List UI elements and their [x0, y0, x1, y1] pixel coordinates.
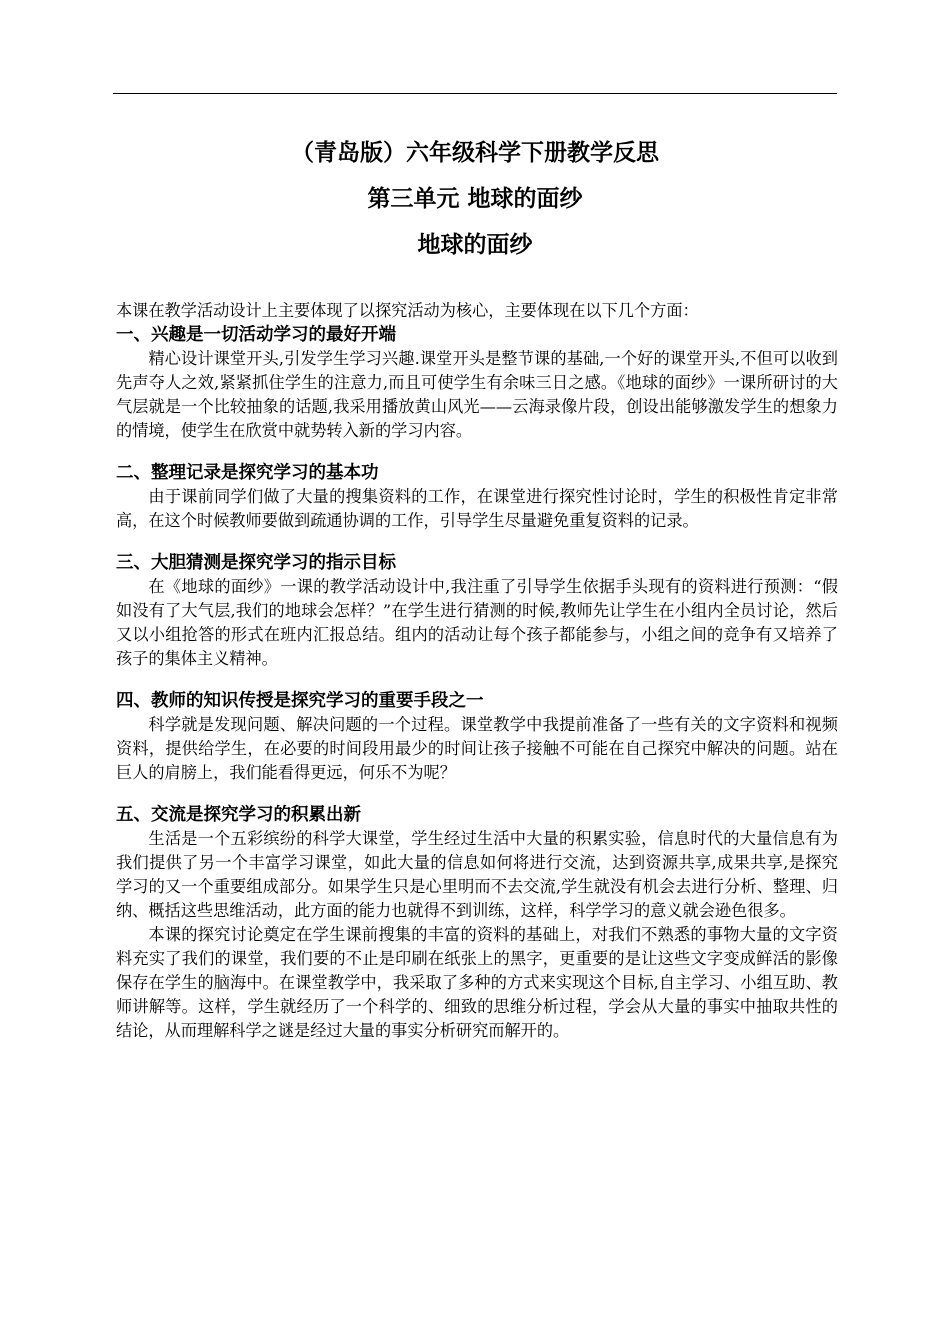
section-paragraph: 在《地球的面纱》一课的教学活动设计中,我注重了引导学生依据手头现有的资料进行预测：“假如没有了大气层,我们的地球会怎样？”在学生进行猜测的时候,教师先让学生在小组内全员讨论，然后又以小组抢答的形式在班内汇报总结。组内的活动让每个孩子都能参与，小组之间的竞争有又培养了孩子的集体主义精神。: [116, 577, 838, 668]
lesson-title: 地球的面纱: [417, 232, 533, 258]
section-heading: 三、大胆猜测是探究学习的指示目标: [116, 553, 396, 573]
section-heading: 一、兴趣是一切活动学习的最好开端: [116, 325, 396, 345]
section-2: [116, 461, 838, 533]
section-spacer: [116, 443, 838, 461]
section-5: [116, 803, 838, 1043]
section-spacer: [116, 671, 838, 689]
intro-paragraph: 本课在教学活动设计上主要体现了以探究活动为核心，主要体现在以下几个方面：: [116, 301, 699, 320]
section-heading: 五、交流是探究学习的积累出新: [116, 805, 361, 825]
title-block: [113, 130, 837, 268]
document-title: （青岛版）六年级科学下册教学反思: [291, 140, 659, 166]
section-1: [116, 323, 838, 443]
document-body: [116, 299, 838, 1043]
section-paragraph: 科学就是发现问题、解决问题的一个过程。课堂教学中我提前准备了一些有关的文字资料和视频资料，提供给学生，在必要的时间段用最少的时间让孩子接触不可能在自己探究中解决的问题。站在巨人的肩膀上，我们能看得更远，何乐不为呢？: [116, 715, 838, 782]
section-paragraph: 生活是一个五彩缤纷的科学大课堂，学生经过生活中大量的积累实验，信息时代的大量信息有为我们提供了另一个丰富学习课堂，如此大量的信息如何将进行交流，达到资源共享,成果共享,是探究学习的又一个重要组成部分。如果学生只是心里明而不去交流,学生就没有机会去进行分析、整理、归纳、概括这些思维活动，此方面的能力也就得不到训练，这样，科学学习的意义就会逊色很多。: [116, 829, 838, 920]
section-3: [116, 551, 838, 671]
section-heading: 四、教师的知识传授是探究学习的重要手段之一: [116, 691, 484, 711]
section-4: [116, 689, 838, 785]
section-paragraph: 精心设计课堂开头,引发学生学习兴趣.课堂开头是整节课的基础,一个好的课堂开头,不但可以收到先声夺人之效,紧紧抓住学生的注意力,而且可使学生有余味三日之感。《地球的面纱》一课所研讨的大气层就是一个比较抽象的话题,我采用播放黄山风光——云海录像片段，创设出能够激发学生的想象力的情境，使学生在欣赏中就势转入新的学习内容。: [116, 349, 838, 440]
unit-title: 第三单元 地球的面纱: [367, 186, 583, 212]
section-spacer: [116, 785, 838, 803]
section-spacer: [116, 533, 838, 551]
section-paragraph: 由于课前同学们做了大量的搜集资料的工作，在课堂进行探究性讨论时，学生的积极性肯定非常高，在这个时候教师要做到疏通协调的工作，引导学生尽量避免重复资料的记录。: [116, 487, 838, 530]
section-heading: 二、整理记录是探究学习的基本功: [116, 463, 379, 483]
section-paragraph: 本课的探究讨论奠定在学生课前搜集的丰富的资料的基础上，对我们不熟悉的事物大量的文字资料充实了我们的课堂，我们要的不止是印刷在纸张上的黑字，更重要的是让这些文字变成鲜活的影像保存在学生的脑海中。在课堂教学中，我采取了多种的方式来实现这个目标,自主学习、小组互助、教师讲解等。这样，学生就经历了一个科学的、细致的思维分析过程，学会从大量的事实中抽取共性的结论，从而理解科学之谜是经过大量的事实分析研究而解开的。: [116, 925, 838, 1040]
header-rule: [113, 93, 837, 94]
